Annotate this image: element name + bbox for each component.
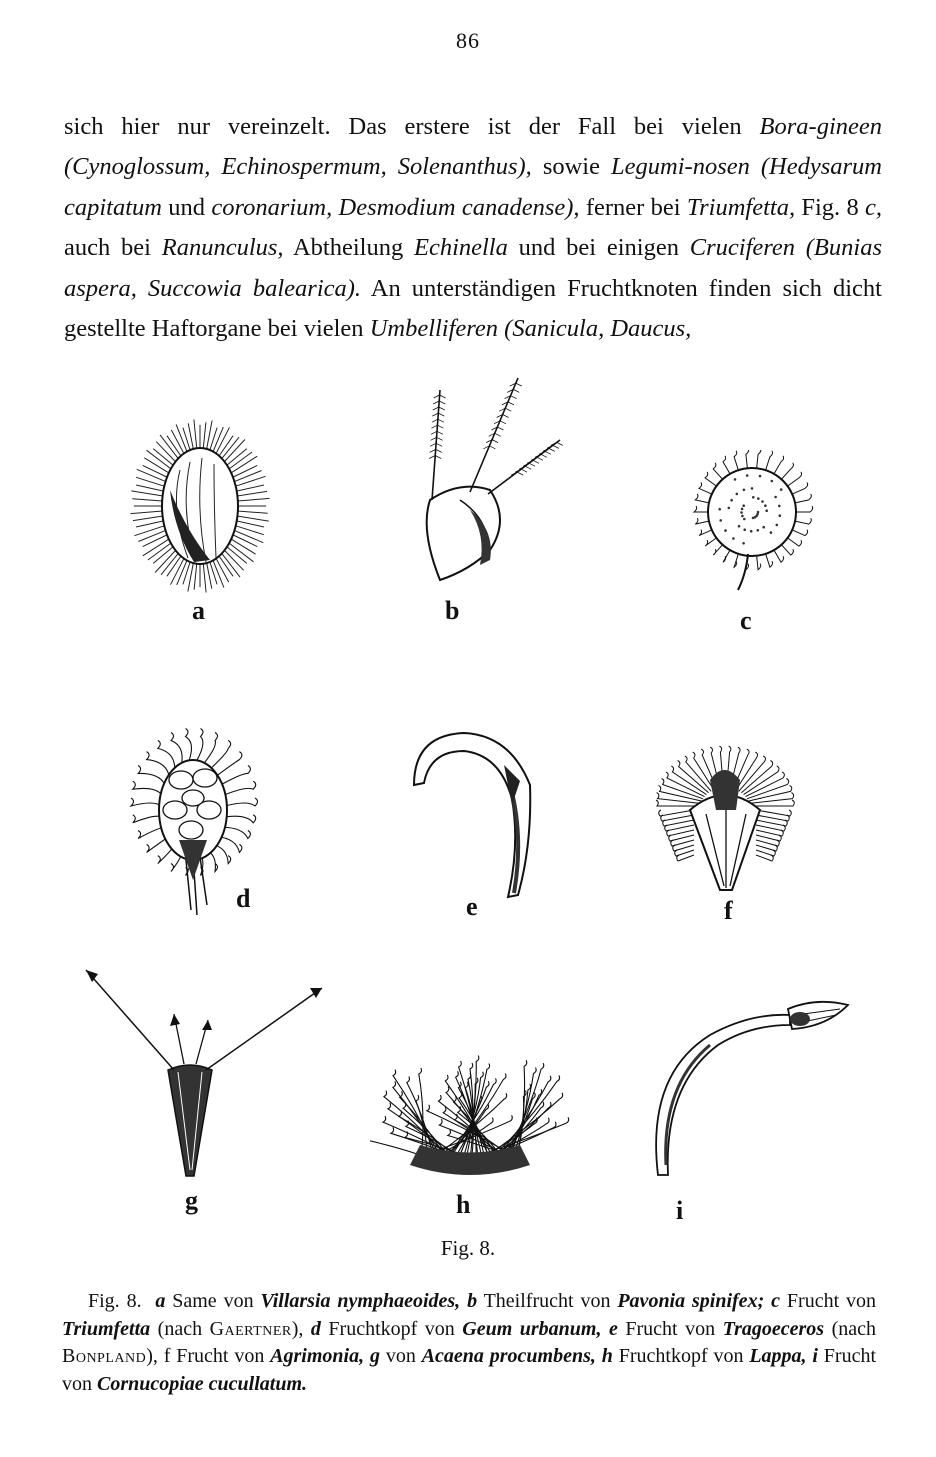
body-text-run: sich hier nur vereinzelt. Das erstere ist der Fall bei vielen [64,112,760,140]
caption-italic-run: Tragoeceros [722,1317,825,1340]
body-text-run: Fig. 8 [795,193,866,221]
caption-author: Gaertner [209,1317,292,1340]
body-text-run: Abtheilung [283,234,414,261]
caption-italic-run: Acaena procumbens, [421,1345,596,1367]
body-paragraph [64,107,882,350]
caption-italic-run: h [601,1345,613,1367]
figure-title: Fig. 8. [440,1236,496,1260]
caption-run: Fruchtkopf von [320,1317,463,1340]
body-text-run: An unterständigen Fruchtknoten finden sich dicht gestellte Haftorgane bei vielen [64,274,882,342]
cornucopiae-fruit-drawing [640,985,860,1185]
agrimonia-fruit-drawing [650,740,800,900]
fig-a-seed-illustration [110,410,290,600]
figure-caption [62,1288,876,1398]
fig-label-i: i [676,1196,684,1225]
figure-8 [0,360,936,1225]
caption-italic-run: Villarsia nymphaeoides, [260,1290,461,1312]
body-italic-run: Ranunculus, [161,234,284,261]
fig-label-g: g [185,1186,198,1215]
fig-c-fruit-illustration [690,450,820,600]
caption-run [602,1318,610,1340]
fig-label-b: b [445,596,460,625]
caption-run: Fruchtkopf von [612,1345,750,1367]
caption-run: Fig. 8. [88,1290,142,1312]
fig-e-fruit-illustration [400,725,540,905]
fig-i-fruit-illustration [640,985,860,1185]
caption-run: Theilfrucht von [477,1290,618,1312]
fig-label-a: a [192,596,205,625]
caption-run: Frucht von [780,1290,877,1312]
body-italic-run: coronarium, Desmodium canadense), [211,193,580,221]
acaena-fruit-drawing [78,960,338,1190]
body-italic-run: Triumfetta, [686,193,796,221]
body-italic-run: Cruciferen (Bunias aspera, Succowia balearica). [64,234,882,302]
triumfetta-fruit-drawing [690,450,820,600]
caption-run: von [379,1345,422,1367]
body-italic-run: Legumi-nosen (Hedysarum capitatum [64,153,882,221]
caption-italic-run: Triumfetta [62,1317,151,1340]
caption-italic-run: Cornucopiae cucullatum. [97,1372,308,1395]
caption-run: (nach [824,1317,876,1340]
body-text-run: auch bei [64,234,162,261]
body-text-run: ferner bei [579,193,687,221]
caption-italic-run: d [310,1317,321,1340]
caption-italic-run: e [609,1317,618,1340]
caption-run: ), f Frucht von [146,1345,271,1367]
body-italic-run: Bora-gineen (Cynoglossum, Echinospermum, Solenanthus), [64,112,882,180]
body-italic-run: Echinella [413,234,508,261]
caption-run: Same von [165,1290,261,1312]
fig-label-e: e [466,892,478,921]
tragoceros-fruit-drawing [400,725,540,905]
caption-italic-run: i [812,1345,818,1367]
fig-h-fruit-head-illustration [370,1035,570,1185]
pavonia-fruit-drawing [400,370,580,590]
fig-label-d: d [236,884,251,913]
villarsia-seed-drawing [110,410,290,600]
caption-italic-run: Pavonia spinifex; [617,1290,765,1312]
caption-run: Frucht von [617,1317,723,1340]
caption-italic-run: c [771,1290,781,1312]
caption-run: Frucht von [62,1345,877,1395]
caption-run: (nach [150,1317,210,1340]
fig-label-c: c [740,606,752,635]
caption-italic-run: b [467,1290,478,1312]
caption-italic-run: g [369,1345,380,1367]
page-number: 86 [456,28,480,53]
caption-italic-run: Geum urbanum, [462,1317,602,1340]
body-text-run: und [162,193,212,221]
fig-g-fruit-illustration [78,960,338,1190]
body-text-run: und bei einigen [507,234,690,261]
body-italic-run: c, [865,193,883,221]
caption-italic-run: a [155,1290,166,1312]
caption-run: ), [291,1317,311,1340]
fig-f-fruit-illustration [650,740,800,900]
body-italic-run: Umbelliferen (Sanicula, Daucus, [369,315,692,342]
caption-italic-run: Lappa, [749,1345,807,1367]
body-text-run: sowie [531,153,612,180]
caption-author: Bonpland [62,1345,147,1367]
fig-label-f: f [724,896,733,925]
caption-italic-run: Agrimonia, [270,1345,365,1367]
lappa-fruit-head-drawing [370,1035,570,1185]
fig-b-fruit-illustration [400,370,580,590]
fig-label-h: h [456,1190,471,1219]
